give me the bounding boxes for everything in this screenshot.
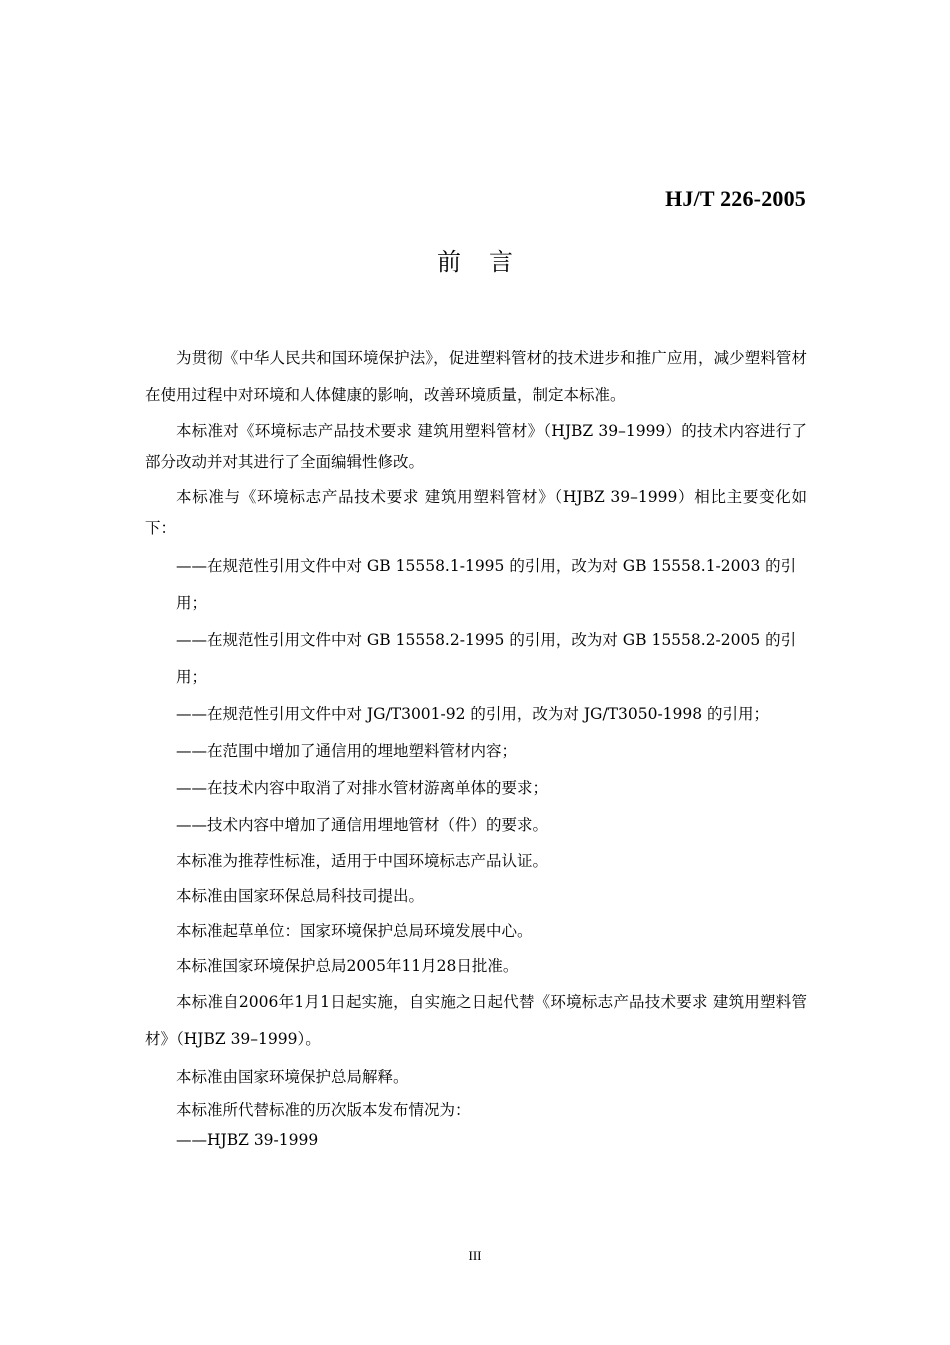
interpretation-statement: 本标准由国家环境保护总局解释。 (176, 1068, 409, 1086)
approval-statement: 本标准国家环境保护总局2005年11月28日批准。 (176, 957, 519, 975)
change-item: ——技术内容中增加了通信用埋地管材（件）的要求。 (176, 816, 549, 834)
revision-paragraph: 本标准对《环境标志产品技术要求 建筑用塑料管材》（HJBZ 39–1999）的技术内容进行了部分改动并对其进行了全面编辑性修改。 (145, 422, 807, 471)
change-item: ——在范围中增加了通信用的埋地塑料管材内容； (176, 742, 518, 760)
change-item: ——在规范性引用文件中对 GB 15558.1-1995 的引用，改为对 GB 15558.1-2003 的引用； (176, 557, 797, 612)
change-item: ——在技术内容中取消了对排水管材游离单体的要求； (176, 779, 549, 797)
change-item: ——在规范性引用文件中对 JG/T3001-92 的引用，改为对 JG/T3050-1998 的引用； (176, 705, 770, 723)
changes-intro-paragraph: 本标准与《环境标志产品技术要求 建筑用塑料管材》（HJBZ 39–1999）相比主要变化如下： (145, 488, 807, 537)
page-title: 前言 (437, 248, 541, 276)
change-item: ——在规范性引用文件中对 GB 15558.2-1995 的引用，改为对 GB 15558.2-2005 的引用； (176, 631, 797, 686)
history-statement: 本标准所代替标准的历次版本发布情况为： (176, 1101, 471, 1119)
proposer-statement: 本标准由国家环保总局科技司提出。 (176, 887, 425, 905)
changes-list (145, 548, 807, 844)
page-number: III (468, 1248, 482, 1263)
recommendation-statement: 本标准为推荐性标准，适用于中国环境标志产品认证。 (176, 852, 549, 870)
drafting-unit-statement: 本标准起草单位：国家环境保护总局环境发展中心。 (176, 922, 533, 940)
implementation-statement: 本标准自2006年1月1日起实施，自实施之日起代替《环境标志产品技术要求 建筑用塑料管材》（HJBZ 39–1999）。 (145, 993, 807, 1048)
intro-paragraph: 为贯彻《中华人民共和国环境保护法》，促进塑料管材的技术进步和推广应用，减少塑料管材在使用过程中对环境和人体健康的影响，改善环境质量，制定本标准。 (145, 349, 807, 404)
document-body (145, 340, 807, 1155)
standard-code: HJ/T 226-2005 (665, 186, 806, 211)
history-item: ——HJBZ 39-1999 (176, 1131, 319, 1149)
